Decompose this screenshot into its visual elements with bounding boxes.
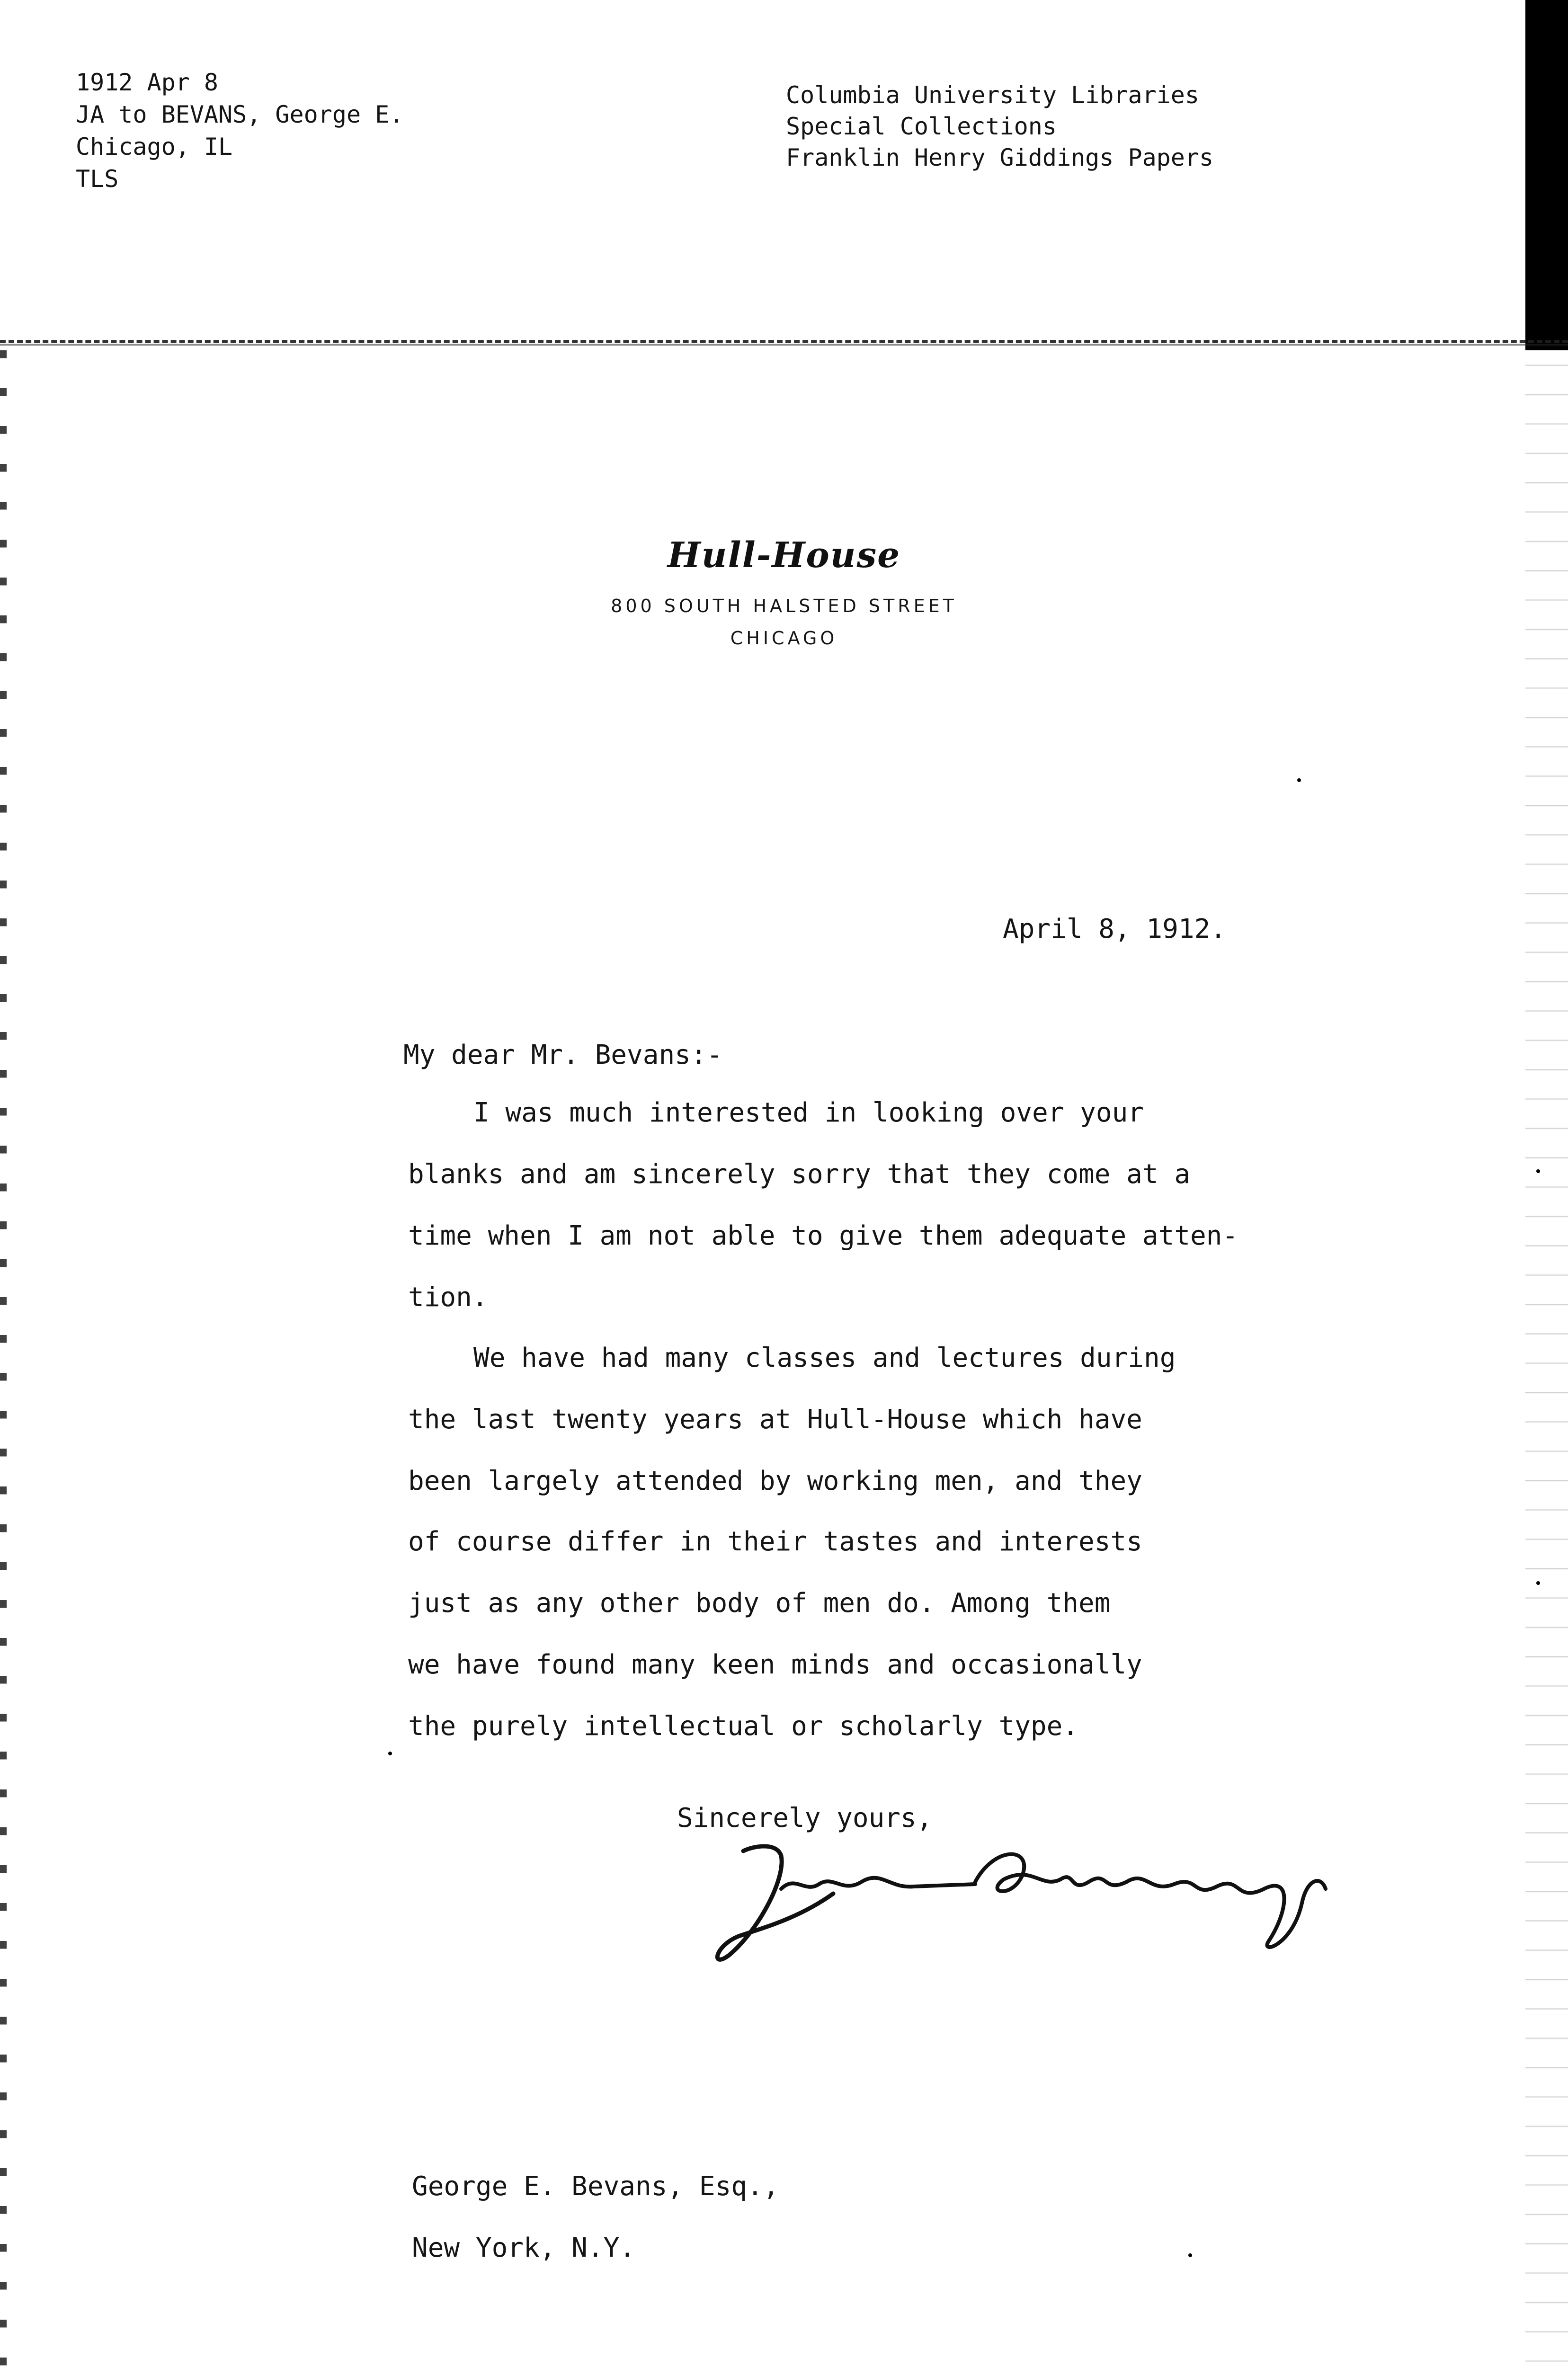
body-line: the purely intellectual or scholarly type. [408,1711,1079,1742]
recipient-address: New York, N.Y. [412,2233,636,2263]
archive-collection: Special Collections [786,113,1057,140]
archive-papers: Franklin Henry Giddings Papers [786,144,1214,171]
scan-speck [1536,1581,1540,1585]
letterhead-street: 800 SOUTH HALSTED STREET [611,596,957,616]
scan-speck [388,1752,392,1755]
body-line: just as any other body of men do. Among them [408,1588,1111,1619]
archive-type: TLS [76,165,119,193]
archive-stamp-right [786,80,1213,173]
body-line: blanks and am sincerely sorry that they come at a [408,1159,1191,1190]
letter-date: April 8, 1912. [1003,914,1227,944]
archive-date: 1912 Apr 8 [76,69,219,96]
recipient-name: George E. Bevans, Esq., [412,2171,779,2202]
body-line: tion. [408,1282,488,1313]
letterhead-city: CHICAGO [730,628,838,649]
body-line: I was much interested in looking over your [473,1097,1144,1128]
archive-correspondents: JA to BEVANS, George E. [76,101,404,128]
scan-speck [1188,2253,1192,2257]
archive-place: Chicago, IL [76,133,233,160]
body-line: been largely attended by working men, and they [408,1466,1142,1496]
scan-dark-edge [1525,0,1568,350]
body-line: of course differ in their tastes and interests [408,1526,1142,1557]
body-line: We have had many classes and lectures during [473,1343,1176,1373]
scan-speck [1536,1169,1540,1173]
scan-speck [1297,778,1301,782]
archive-library: Columbia University Libraries [786,81,1199,109]
sheet-top-shadow [0,344,1568,346]
sheet-right-edge [1525,350,1568,2367]
sheet-left-edge [0,350,7,2367]
salutation: My dear Mr. Bevans:- [403,1040,723,1070]
closing: Sincerely yours, [677,1803,933,1833]
letterhead-name: Hull-House [667,535,901,576]
body-line: we have found many keen minds and occasionally [408,1649,1142,1680]
body-line: time when I am not able to give them adequate atten- [408,1220,1238,1251]
body-line: the last twenty years at Hull-House which have [408,1404,1142,1435]
archive-stamp-left [76,66,403,195]
